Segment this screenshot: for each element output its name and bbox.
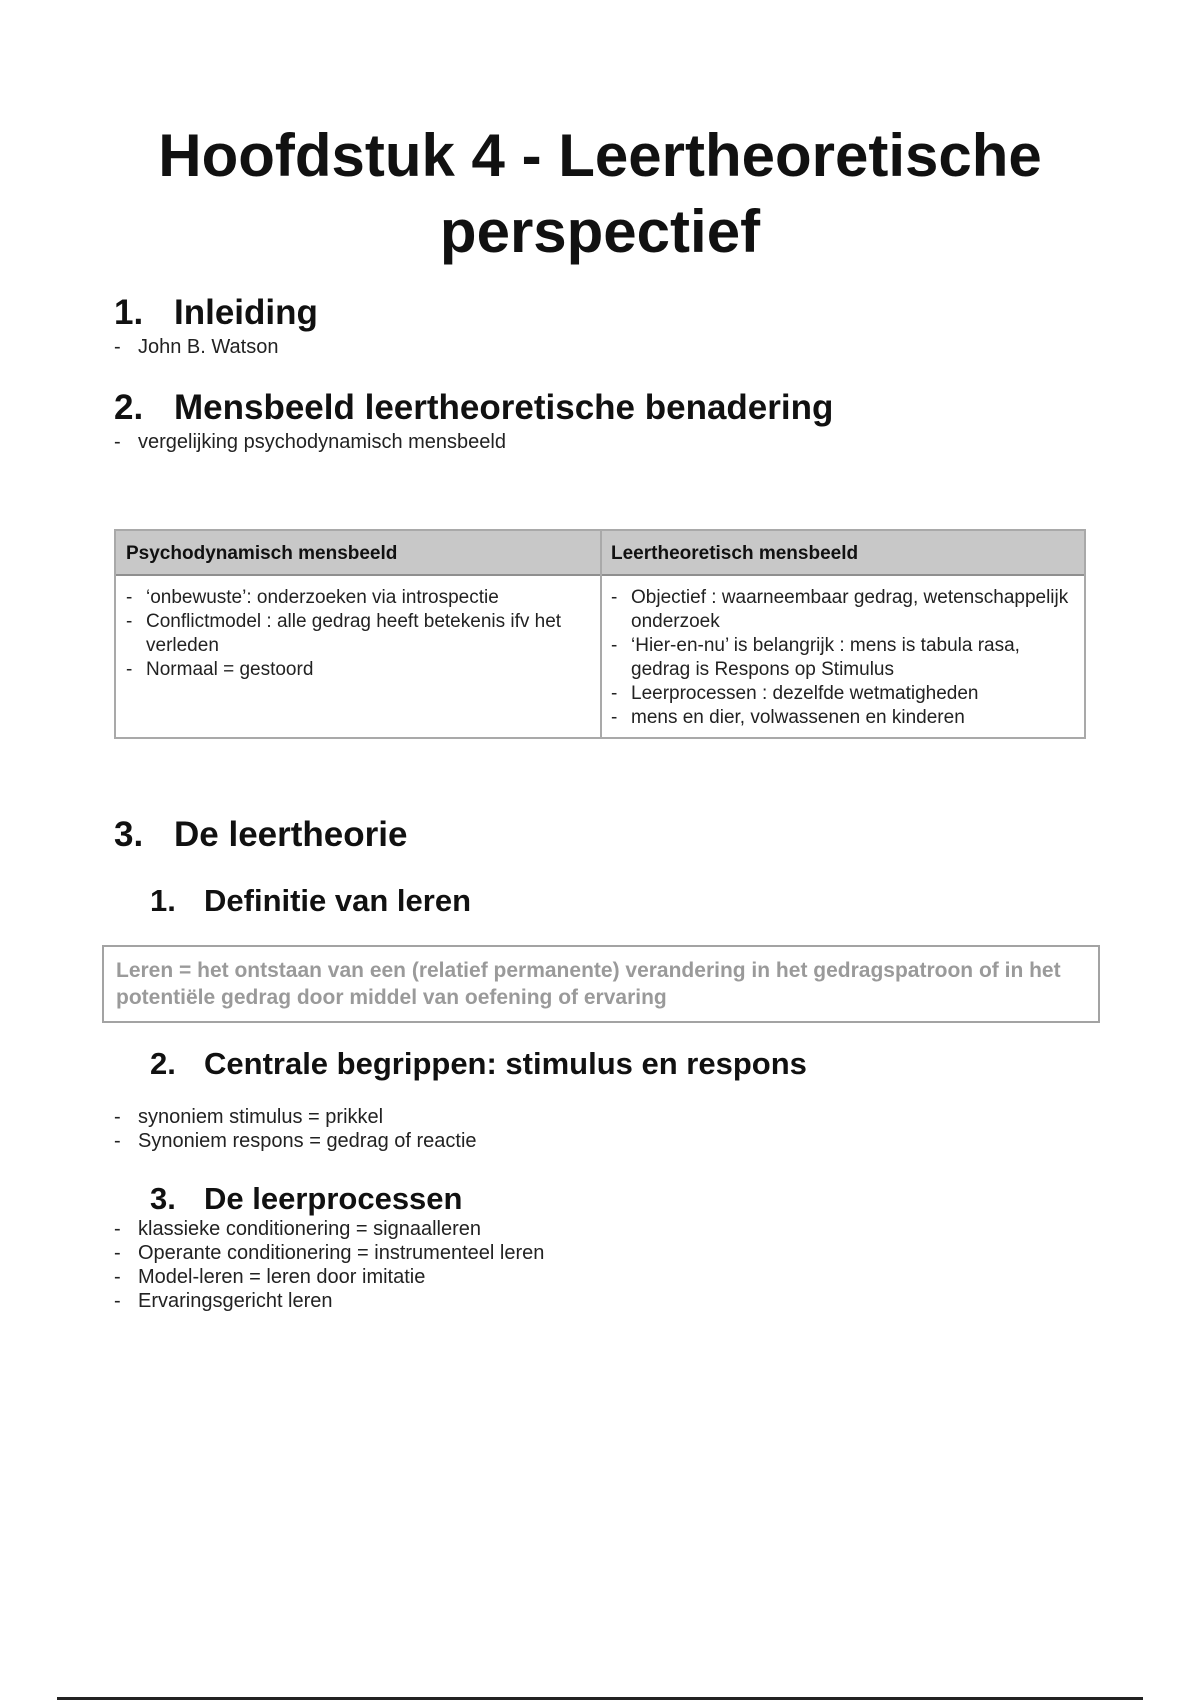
bullet-dash: - [126, 659, 133, 680]
list-item: - ‘Hier-en-nu’ is belangrijk : mens is tabula rasa, gedrag is Respons op Stimulus [611, 635, 1020, 680]
list-item: - John B. Watson [114, 336, 279, 358]
list-item: - vergelijking psychodynamisch mensbeeld [114, 431, 506, 453]
list-item: - Normaal = gestoord [126, 659, 314, 680]
bullet-dash: - [114, 431, 121, 453]
table-header-leertheoretisch: Leertheoretisch mensbeeld [611, 543, 859, 564]
bullet-dash: - [611, 683, 618, 704]
bullet-dash: - [114, 1242, 121, 1264]
section-title: Inleiding [174, 293, 318, 332]
section-heading-leertheorie [114, 815, 407, 855]
list-item: - Objectief : waarneembaar gedrag, wetenschappelijk onderzoek [611, 587, 1069, 632]
list-item: - mens en dier, volwassenen en kinderen [611, 707, 965, 728]
list-item: - klassieke conditionering = signaalleren [114, 1218, 481, 1240]
page-title [0, 118, 1200, 270]
list-item: - Model-leren = leren door imitatie [114, 1266, 426, 1288]
bullet-dash: - [114, 1130, 121, 1152]
subsection-number: 1. [150, 883, 176, 918]
page-title-line-1: Hoofdstuk 4 - Leertheoretische [158, 122, 1042, 189]
section-number: 3. [114, 815, 144, 854]
bullet-dash: - [126, 611, 133, 632]
list-item: - synoniem stimulus = prikkel [114, 1106, 384, 1128]
section-heading-inleiding [114, 293, 318, 333]
list-item: - Synoniem respons = gedrag of reactie [114, 1130, 477, 1152]
list-item: - Operante conditionering = instrumenteel leren [114, 1242, 545, 1264]
bullet-dash: - [114, 1218, 121, 1240]
subsection-heading-definitie [150, 883, 471, 919]
list-item: - Ervaringsgericht leren [114, 1290, 333, 1312]
subsection-title: Definitie van leren [204, 883, 472, 918]
section-title: De leertheorie [174, 815, 408, 854]
bullet-dash: - [114, 1106, 121, 1128]
bullet-list-mensbeeld [114, 430, 506, 454]
page-title-line-2: perspectief [439, 198, 761, 265]
list-item: - Leerprocessen : dezelfde wetmatigheden [611, 683, 979, 704]
subsection-number: 3. [150, 1181, 176, 1216]
bullet-dash: - [126, 587, 133, 608]
bullet-dash: - [611, 707, 618, 728]
bullet-dash: - [114, 336, 121, 358]
bullet-list-inleiding [114, 335, 278, 359]
table-cell-psychodynamisch [126, 586, 592, 682]
list-item: - ‘onbewuste’: onderzoeken via introspectie [126, 587, 499, 608]
comparison-table [114, 529, 1086, 739]
subsection-title: De leerprocessen [204, 1181, 463, 1216]
section-number: 2. [114, 388, 144, 427]
table-header-psychodynamisch: Psychodynamisch mensbeeld [126, 543, 398, 564]
subsection-number: 2. [150, 1046, 176, 1081]
bullet-dash: - [611, 587, 618, 608]
subsection-heading-leerprocessen [150, 1181, 462, 1217]
definition-box: Leren = het ontstaan van een (relatief permanente) verandering in het gedragspatroon of in het potentiële gedrag door middel van oefening of ervaring [102, 945, 1100, 1023]
bullet-dash: - [114, 1290, 121, 1312]
bullet-list-centrale-begrippen [114, 1105, 477, 1153]
section-title: Mensbeeld leertheoretische benadering [174, 388, 834, 427]
subsection-heading-centrale-begrippen [150, 1046, 807, 1082]
bullet-dash: - [114, 1266, 121, 1288]
bullet-dash: - [611, 635, 618, 656]
list-item: - Conflictmodel : alle gedrag heeft betekenis ifv het verleden [126, 611, 562, 656]
table-cell-leertheoretisch [611, 586, 1077, 730]
column-divider [600, 531, 602, 737]
section-number: 1. [114, 293, 144, 332]
bullet-list-leerprocessen [114, 1217, 544, 1313]
section-heading-mensbeeld [114, 388, 833, 428]
subsection-title: Centrale begrippen: stimulus en respons [204, 1046, 807, 1081]
